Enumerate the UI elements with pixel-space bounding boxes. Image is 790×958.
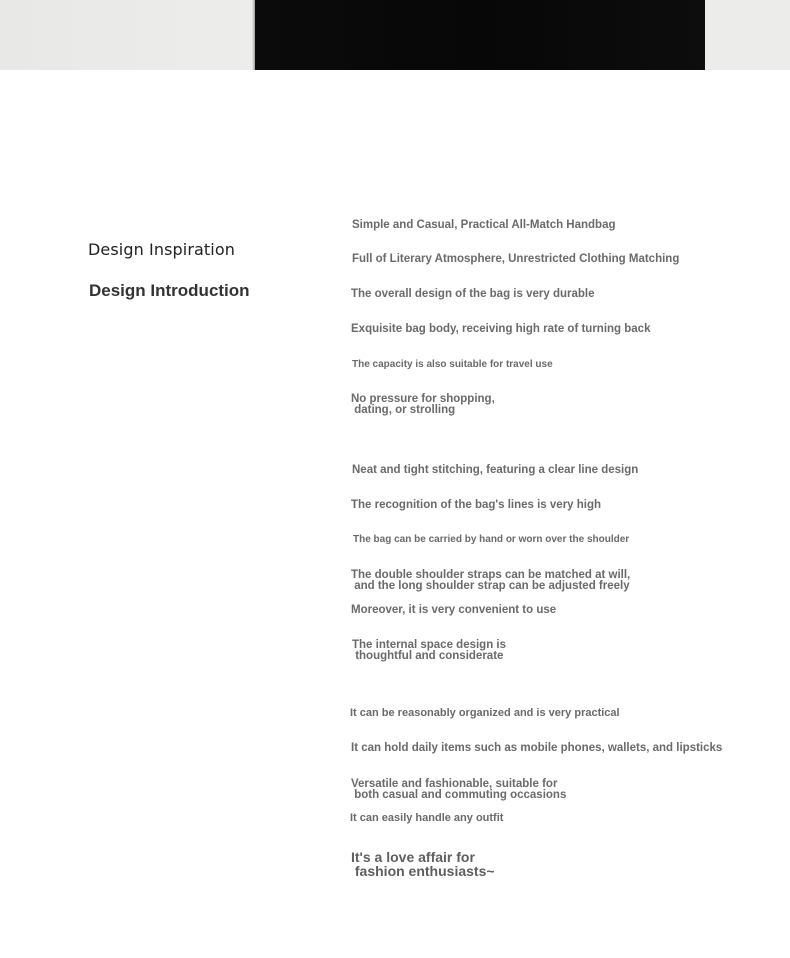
text-line-16: It can easily handle any outfit: [350, 812, 504, 824]
text-line-14: It can hold daily items such as mobile phones, wallets, and lipsticks: [351, 742, 723, 754]
text-line-11: Moreover, it is very convenient to use: [351, 604, 557, 616]
black-garment-image: [255, 0, 705, 70]
text-line-9: The bag can be carried by hand or worn over the shoulder: [353, 534, 630, 545]
text-line-2: Full of Literary Atmosphere, Unrestricted Clothing Matching: [352, 253, 680, 265]
text-line-12: The internal space design is thoughtful and considerate: [352, 639, 507, 662]
text-line-4: Exquisite bag body, receiving high rate of turning back: [351, 323, 651, 335]
text-line-5: The capacity is also suitable for travel use: [352, 359, 553, 370]
design-introduction-heading: Design Introduction: [89, 281, 250, 300]
text-line-3: The overall design of the bag is very durable: [351, 288, 595, 300]
hero-photo: [0, 0, 790, 70]
text-line-1: Simple and Casual, Practical All-Match Handbag: [352, 219, 616, 231]
text-line-7: Neat and tight stitching, featuring a clear line design: [352, 464, 639, 476]
design-inspiration-heading: Design Inspiration: [88, 240, 235, 259]
text-line-6: No pressure for shopping, dating, or strolling: [351, 393, 495, 416]
text-line-13: It can be reasonably organized and is very practical: [350, 707, 620, 719]
text-line-17: It's a love affair for fashion enthusiasts~: [351, 849, 495, 879]
text-line-8: The recognition of the bag's lines is very high: [351, 499, 602, 511]
text-line-15: Versatile and fashionable, suitable for both casual and commuting occasions: [351, 778, 567, 801]
text-line-10: The double shoulder straps can be matched at will, and the long shoulder strap can be adjusted freely: [351, 569, 631, 592]
